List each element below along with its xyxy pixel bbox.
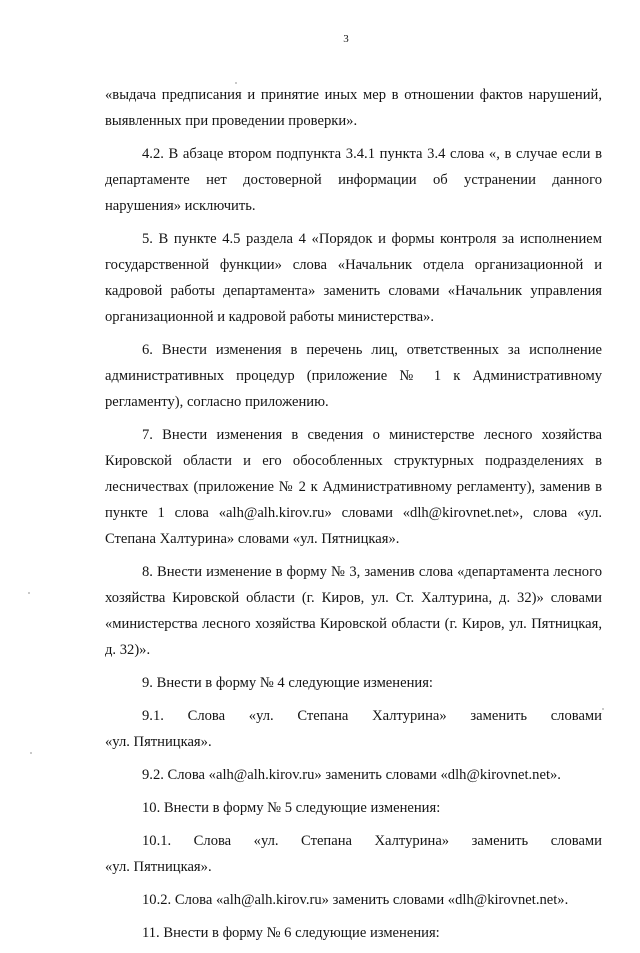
word: «ул.	[248, 708, 274, 724]
word: Халтурина»	[372, 708, 447, 724]
scan-speck	[30, 752, 32, 754]
paragraph-10-2: 10.2. Слова «alh@alh.kirov.ru» заменить словами «dlh@kirovnet.net».	[142, 892, 569, 908]
word: Степана	[301, 833, 353, 849]
scan-speck	[602, 708, 604, 710]
page-number: 3	[343, 33, 349, 45]
paragraph-7: 7. Внести изменения в сведения о министерстве лесного хозяйства Кировской области и его обособленных структурных подразделениях в лесничествах (приложение № 2 к Административному регламенту), заменив в пункте 1 слова «alh@alh.kirov.ru» словами «dlh@kirovnet.net», слова «ул. Степана Халтурина» словами «ул. Пятницкая».	[105, 427, 602, 547]
paragraph-6: 6. Внести изменения в перечень лиц, ответственных за исполнение административных процедур (приложение № 1 к Административному регламенту), согласно приложению.	[105, 342, 602, 410]
word: Степана	[297, 708, 349, 724]
word: Слова	[193, 833, 232, 849]
paragraph-11: 11. Внести в форму № 6 следующие изменения:	[142, 925, 440, 941]
document-body	[105, 82, 602, 953]
word: заменить	[470, 708, 527, 724]
paragraph-10-1-continuation: «ул. Пятницкая».	[105, 859, 212, 875]
word: «ул.	[253, 833, 279, 849]
paragraph-9-2: 9.2. Слова «alh@alh.kirov.ru» заменить словами «dlh@kirovnet.net».	[142, 767, 561, 783]
paragraph-9: 9. Внести в форму № 4 следующие изменения:	[142, 675, 433, 691]
word: заменить	[471, 833, 529, 849]
word: 10.1.	[142, 833, 172, 849]
paragraph-10: 10. Внести в форму № 5 следующие изменения:	[142, 800, 441, 816]
word: Халтурина»	[374, 833, 450, 849]
word: словами	[550, 708, 602, 724]
paragraph-9-1-line	[105, 703, 602, 729]
paragraph-10-1-line	[105, 828, 602, 854]
paragraph-9-1-continuation: «ул. Пятницкая».	[105, 734, 212, 750]
paragraph-continuation: «выдача предписания и принятие иных мер в отношении фактов нарушений, выявленных при проведении проверки».	[105, 87, 602, 129]
word: 9.1.	[142, 708, 164, 724]
paragraph-4-2: 4.2. В абзаце втором подпункта 3.4.1 пункта 3.4 слова «, в случае если в департаменте нет достоверной информации об устранении данного нарушения» исключить.	[105, 146, 602, 214]
paragraph-8: 8. Внести изменение в форму № 3, заменив слова «департамента лесного хозяйства Кировской области (г. Киров, ул. Ст. Халтурина, д. 32)» словами «министерства лесного хозяйства Кировской области (г. Киров, ул. Пятницкая, д. 32)».	[105, 564, 602, 658]
paragraph-5: 5. В пункте 4.5 раздела 4 «Порядок и формы контроля за исполнением государственной функции» слова «Начальник отдела организационной и кадровой работы департамента» заменить словами «Начальник управления организационной и кадровой работы министерства».	[105, 231, 602, 325]
scan-speck	[28, 592, 30, 594]
word: словами	[550, 833, 602, 849]
word: Слова	[187, 708, 226, 724]
